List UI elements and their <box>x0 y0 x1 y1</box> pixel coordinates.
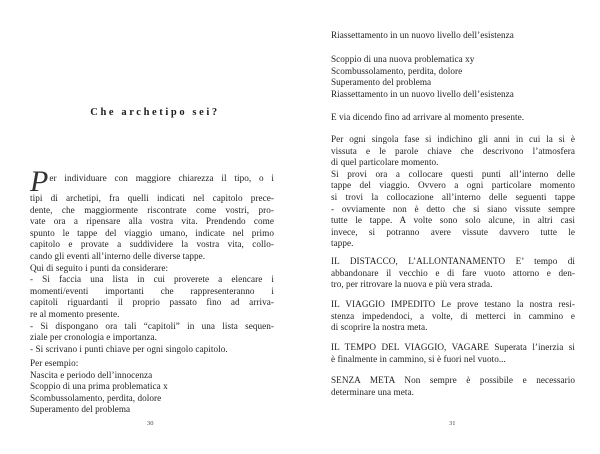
text-line: dente, che maggiormente riscontrate come vostri, pro- <box>30 204 274 215</box>
page-number: 31 <box>449 420 456 427</box>
text-line: cando gli eventi all’interno delle diverse tappe. <box>30 250 206 261</box>
text-line: vissuta e le parole chiave che descrivono l’atmosfera <box>331 145 575 156</box>
example-intro: Per esempio: <box>30 358 79 368</box>
paragraph <box>331 342 575 365</box>
list-item: Scoppio di una nuova problematica xy <box>331 54 475 64</box>
text-line: SENZA META Non sempre è possibile e necessario <box>331 375 575 385</box>
page-number: 30 <box>147 420 154 427</box>
text-line: Si provi ora a collocare questi punti all’interno delle <box>331 168 575 179</box>
text-line: IL VIAGGIO IMPEDITO Le prove testano la nostra resi- <box>331 299 575 309</box>
text-line: - ovviamente non è detto che si siano vissute sempre <box>331 203 575 214</box>
list-item: Riassettamento in un nuovo livello dell’esistenza <box>331 88 514 99</box>
drop-cap: P <box>30 165 49 198</box>
text-line: - Si faccia una lista in cui proverete a elencare i <box>30 274 274 285</box>
text-line: tappe. <box>331 238 354 249</box>
text-line: spunto le tappe del viaggio umano, indicate nel primo <box>30 227 274 238</box>
text-line: è finalmente in cammino, si è fuori nel vuoto... <box>331 353 506 364</box>
text-line: capitoli riguardanti il proprio passato fino ad arriva- <box>30 297 274 308</box>
list-item: Superamento del problema <box>331 77 432 88</box>
text-line: - Si dispongano ora tali “capitoli” in una lista sequen- <box>30 320 274 331</box>
text-line: si trovi la collocazione all’interno delle seguenti tappe <box>331 191 575 202</box>
text-line: tutte le tappe. A volte sono solo alcune, in altri casi <box>331 215 575 226</box>
list-item: Scombussolamento, perdita, dolore <box>30 392 162 403</box>
text-block <box>331 30 575 42</box>
paragraph <box>331 375 575 398</box>
text-line: er individuare con maggiore chiarezza il tipo, o i <box>49 173 274 183</box>
paragraph <box>331 256 575 291</box>
text-line: di quel particolare momento. <box>331 157 439 168</box>
text-line: capitolo e provate a suddividere la vostra vita, collo- <box>30 239 274 250</box>
text-line: stenza impedendoci, a volte, di metterci in cammino e <box>331 310 575 321</box>
text-line: Per ogni singola fase si indichino gli anni in cui la si è <box>331 134 575 144</box>
text-line: abbandonare il vecchio e di fare vuoto attorno e den- <box>331 267 575 278</box>
text-line: E via dicendo fino ad arrivare al momento presente. <box>331 112 525 122</box>
text-line: ziale per cronologia e importanza. <box>30 332 157 343</box>
text-line: vate ora a ripensare alla vostra vita. Prendendo come <box>30 216 274 227</box>
text-line: momenti/eventi importanti che rappresenteranno i <box>30 285 274 296</box>
text-line: IL TEMPO DEL VIAGGIO, VAGARE Superata l’inerzia si <box>331 342 575 352</box>
list-item: Scombussolamento, perdita, dolore <box>331 65 463 76</box>
example-block <box>30 358 274 416</box>
text-block <box>331 54 575 100</box>
text-line: tro, per ritrovare la nuova e più vera strada. <box>331 279 493 290</box>
text-line: - Si scrivano i punti chiave per ogni singolo capitolo. <box>30 343 228 354</box>
paragraph <box>331 112 575 124</box>
list-item: Superamento del problema <box>30 404 131 415</box>
text-line: determinare una meta. <box>331 386 414 397</box>
paragraph <box>331 299 575 334</box>
list-item: Nascita e periodo dell’innocenza <box>30 369 153 380</box>
text-line: di scoprire la nostra meta. <box>331 322 428 333</box>
paragraph <box>331 134 575 250</box>
right-page <box>300 0 600 454</box>
list-intro: Qui di seguito i punti da considerare: <box>30 262 169 273</box>
text-line: tappe del viaggio. Ovvero a ogni particolare momento <box>331 180 575 191</box>
text-line: tipi di archetipi, fra quelli indicati nel capitolo prece- <box>30 193 274 203</box>
chapter-title: Che archetipo sei? <box>90 107 220 118</box>
text-line: re al momento presente. <box>30 308 120 319</box>
list-item: Riassettamento in un nuovo livello dell’esistenza <box>331 30 514 40</box>
text-line: invece, si potranno avere vissute davvero tutte le <box>331 226 575 237</box>
text-line: IL DISTACCO, L’ALLONTANAMENTO E’ tempo di <box>331 256 575 266</box>
intro-paragraph <box>30 165 274 355</box>
list-item: Scoppio di una prima problematica x <box>30 381 168 392</box>
